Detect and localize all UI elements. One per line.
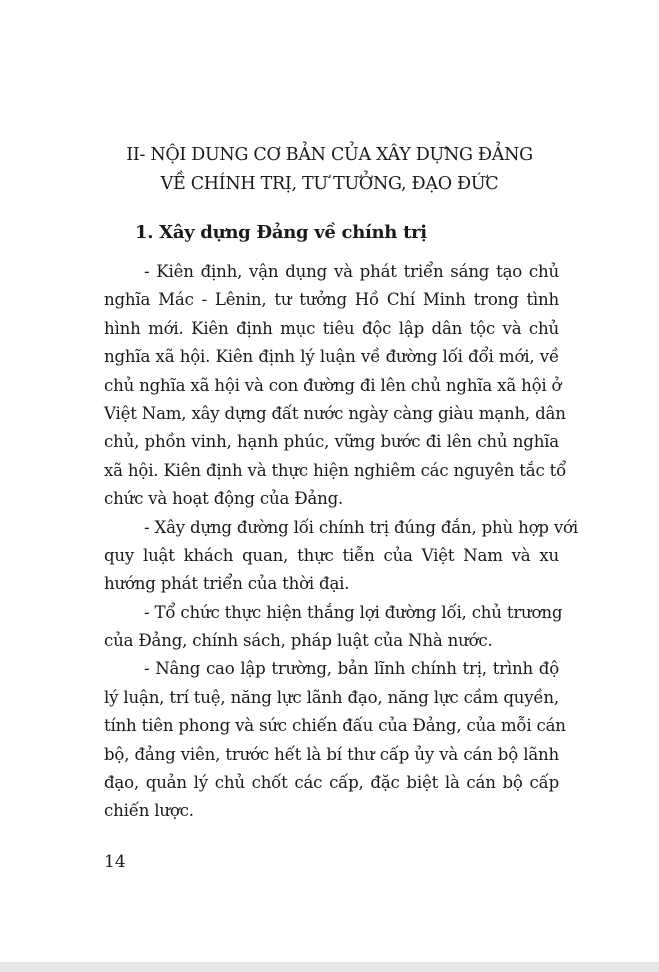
text-line: hình mới. Kiên định mục tiêu độc lập dân tộc và chủ xyxy=(104,318,559,338)
text-line: tính tiên phong và sức chiến đấu của Đảng, của mỗi cán xyxy=(104,716,566,736)
section-title-line-2: VỀ CHÍNH TRỊ, TƯ TƯỞNG, ĐẠO ĐỨC xyxy=(160,174,499,194)
section-title-line-1: II- NỘI DUNG CƠ BẢN CỦA XÂY DỰNG ĐẢNG xyxy=(126,145,533,165)
subsection-heading: 1. Xây dựng Đảng về chính trị xyxy=(135,222,427,243)
text-line: quy luật khách quan, thực tiễn của Việt Nam và xu xyxy=(104,545,559,565)
text-line: hướng phát triển của thời đại. xyxy=(104,574,350,594)
text-line: đạo, quản lý chủ chốt các cấp, đặc biệt là cán bộ cấp xyxy=(104,773,559,793)
text-line: chức và hoạt động của Đảng. xyxy=(104,489,344,509)
text-line: lý luận, trí tuệ, năng lực lãnh đạo, năng lực cầm quyền, xyxy=(104,687,559,707)
text-line: - Nâng cao lập trường, bản lĩnh chính trị, trình độ xyxy=(144,659,559,679)
text-line: chủ nghĩa xã hội và con đường đi lên chủ nghĩa xã hội ở xyxy=(104,375,562,395)
text-line: nghĩa Mác - Lênin, tư tưởng Hồ Chí Minh trong tình xyxy=(104,290,559,310)
text-line: - Tổ chức thực hiện thắng lợi đường lối, chủ trương xyxy=(144,602,563,622)
page-number: 14 xyxy=(104,852,126,872)
text-line: Việt Nam, xây dựng đất nước ngày càng giàu mạnh, dân xyxy=(104,403,566,423)
body-text xyxy=(104,258,578,826)
text-line: xã hội. Kiên định và thực hiện nghiêm các nguyên tắc tổ xyxy=(104,460,567,480)
text-line: của Đảng, chính sách, pháp luật của Nhà nước. xyxy=(104,631,493,651)
text-line: nghĩa xã hội. Kiên định lý luận về đường lối đổi mới, về xyxy=(104,347,559,367)
text-line: - Xây dựng đường lối chính trị đúng đắn, phù hợp với xyxy=(144,517,578,537)
text-line: bộ, đảng viên, trước hết là bí thư cấp ủy và cán bộ lãnh xyxy=(104,744,559,764)
text-line: chủ, phồn vinh, hạnh phúc, vững bước đi lên chủ nghĩa xyxy=(104,432,559,452)
text-line: - Kiên định, vận dụng và phát triển sáng tạo chủ xyxy=(144,262,559,281)
text-line: chiến lược. xyxy=(104,801,194,821)
